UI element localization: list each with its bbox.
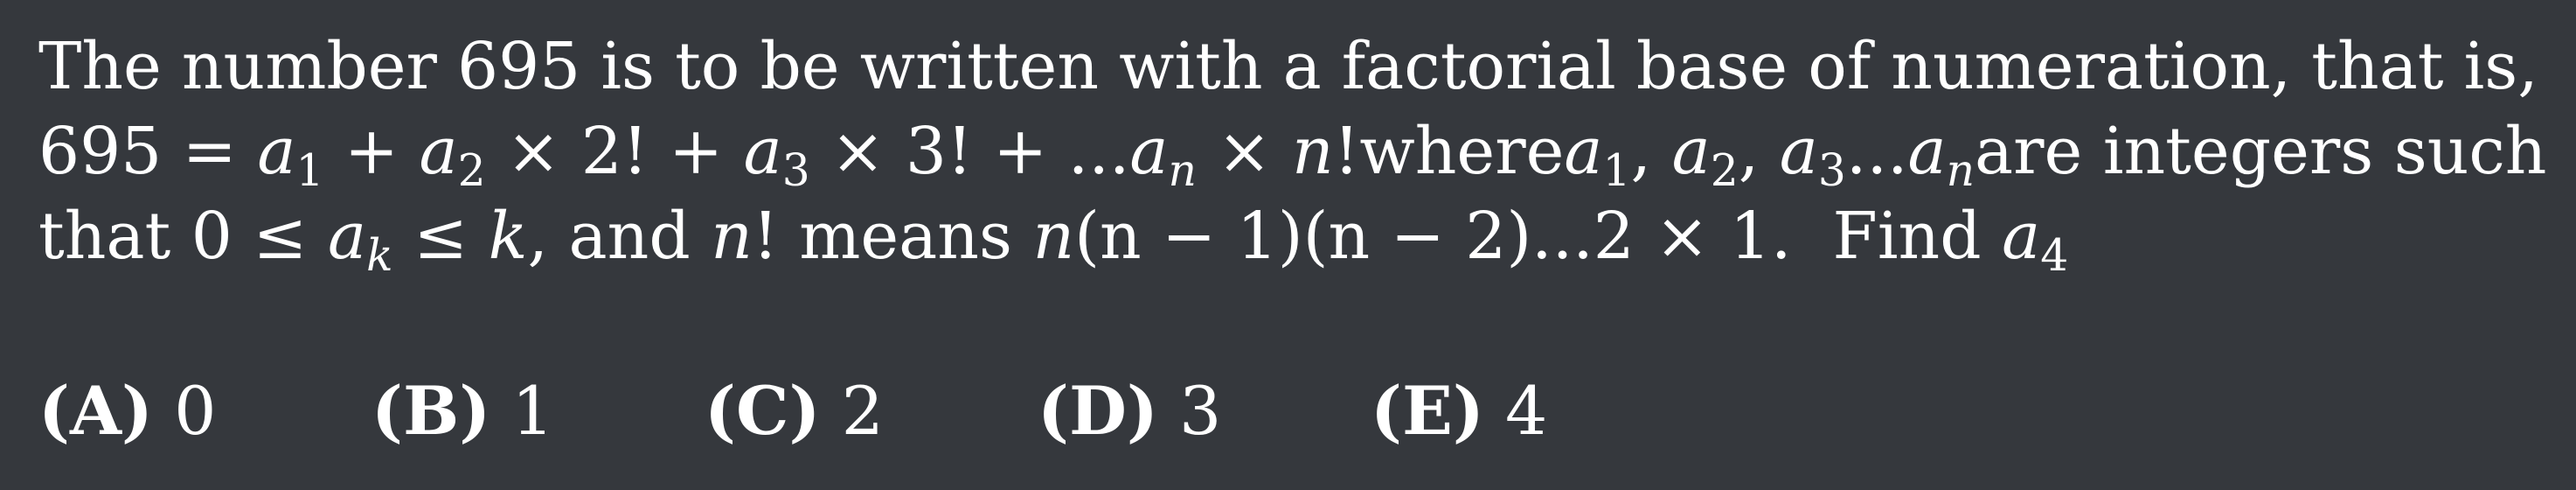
word: to xyxy=(675,29,740,104)
choice-value: 0 xyxy=(174,372,217,450)
word: numeration, xyxy=(1891,29,2292,104)
problem-line-2 xyxy=(38,109,2547,197)
choice-value: 3 xyxy=(1179,372,1222,450)
choice-label: (A) xyxy=(38,372,153,450)
choice-label: (C) xyxy=(705,372,821,450)
equation: $695 = a_1 + a_2 \times 2$! + $a_3 \times 3$! + $...a_n \times n$! xyxy=(38,114,1360,197)
choice-label: (B) xyxy=(371,372,491,450)
word: be xyxy=(760,29,840,104)
word: of xyxy=(1808,29,1871,104)
choice-value: 1 xyxy=(511,372,554,450)
choice-c[interactable] xyxy=(705,368,1038,455)
word: is xyxy=(601,29,655,104)
variables-list: $a_1$, $a_2$, $a_3...a_n$ xyxy=(1564,114,1975,197)
problem-line-3: that $0 \le a_k \le k$, and n! means n(n − 1)(n − 2)...2 × 1. Find $a_4$ xyxy=(38,199,2069,282)
word: with xyxy=(1119,29,1263,104)
word: that xyxy=(2311,29,2444,104)
factorial-expansion: (n − 1)(n − 2)...2 × 1. xyxy=(1074,199,1792,274)
choice-d[interactable] xyxy=(1038,368,1371,455)
word: written xyxy=(859,29,1099,104)
word: number xyxy=(181,29,437,104)
word: is, xyxy=(2463,29,2538,104)
choice-label: (D) xyxy=(1038,372,1158,450)
answer-choices xyxy=(38,368,1704,455)
word: 695 xyxy=(457,29,581,104)
problem-line-1 xyxy=(38,24,2538,109)
choice-b[interactable] xyxy=(371,368,705,455)
word: base xyxy=(1635,29,1788,104)
choice-value: 2 xyxy=(841,372,884,450)
choice-value: 4 xyxy=(1505,372,1548,450)
line2-tail: are integers such xyxy=(1975,114,2547,189)
choice-e[interactable] xyxy=(1371,368,1704,455)
where-word: where xyxy=(1359,114,1565,189)
choice-label: (E) xyxy=(1371,372,1484,450)
word: a xyxy=(1282,29,1322,104)
word: The xyxy=(38,29,162,104)
choice-a[interactable] xyxy=(38,368,371,455)
word: factorial xyxy=(1341,29,1616,104)
problem-statement xyxy=(38,24,2547,282)
